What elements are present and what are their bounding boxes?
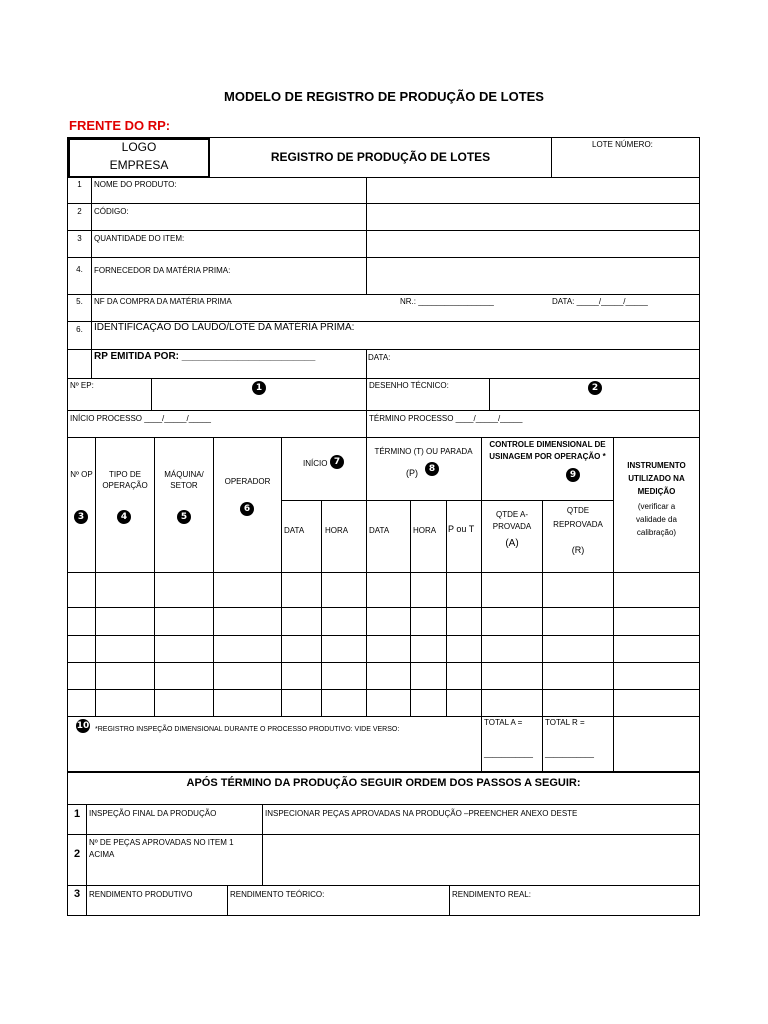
marker-3-icon: 3 — [74, 510, 88, 524]
sub-header-aprovada-letter: (A) — [505, 538, 519, 549]
sub-header-data: DATA — [369, 526, 390, 535]
desenho-tecnico-label: DESENHO TÉCNICO: — [369, 381, 449, 390]
row-label-nf-compra: NF DA COMPRA DA MATÉRIA PRIMA — [94, 297, 232, 306]
row-label-identificacao-laudo: IDENTIFICAÇÃO DO LAUDO/LOTE DA MATÉRIA PRIMA: — [94, 322, 355, 333]
marker-8-icon: 8 — [425, 462, 439, 476]
sub-header-reprovada-letter: (R) — [571, 545, 585, 555]
document-title: MODELO DE REGISTRO DE PRODUÇÃO DE LOTES — [224, 89, 544, 104]
section-label: FRENTE DO RP: — [69, 118, 171, 133]
marker-9-icon: 9 — [566, 468, 580, 482]
sub-header-qtde-aprovada: QTDE A-PROVADA — [492, 510, 532, 531]
logo-line2: EMPRESA — [109, 158, 169, 172]
col-header-termino-parada: TÉRMINO (T) OU PARADA — [374, 447, 473, 456]
marker-1-icon: 1 — [252, 381, 266, 395]
row-num: 4. — [76, 265, 83, 274]
row-label-fornecedor: FORNECEDOR DA MATÉRIA PRIMA: — [94, 266, 231, 275]
row-num: 2 — [77, 207, 82, 216]
col-header-operador: OPERADOR — [224, 477, 271, 486]
total-r-label: TOTAL R = — [545, 718, 585, 727]
sub-header-p-ou-t: P ou T — [448, 524, 475, 534]
row-num: 5. — [76, 297, 83, 306]
logo-line1: LOGO — [121, 140, 157, 154]
form-title: REGISTRO DE PRODUÇÃO DE LOTES — [270, 150, 491, 164]
col-header-controle-dimensional: CONTROLE DIMENSIONAL DE USINAGEM POR OPERAÇÃO * — [489, 440, 606, 461]
row-label-nome-produto: NOME DO PRODUTO: — [94, 180, 177, 189]
col-header-nop: Nº OP — [70, 470, 93, 479]
sub-header-data: DATA — [284, 526, 305, 535]
col-header-termino-p: (P) — [406, 468, 418, 478]
row-num: 1 — [77, 180, 82, 189]
marker-4-icon: 4 — [117, 510, 131, 524]
marker-6-icon: 6 — [240, 502, 254, 516]
col-header-instrumento-sub: (verificar a validade da calibração) — [636, 502, 677, 537]
step-desc-inspecionar: INSPECIONAR PEÇAS APROVADAS NA PRODUÇÃO –PREENCHER ANEXO DESTE — [265, 809, 578, 818]
row-num: 3 — [77, 234, 82, 243]
col-header-instrumento: INSTRUMENTO UTILIZADO NA MEDIÇÃO — [627, 461, 686, 496]
step-num: 2 — [73, 848, 81, 860]
marker-2-icon: 2 — [588, 381, 602, 395]
col-header-inicio: INÍCIO — [303, 459, 328, 468]
col-header-maquina-setor: MÁQUINA/ SETOR — [164, 470, 204, 490]
after-production-title: APÓS TÉRMINO DA PRODUÇÃO SEGUIR ORDEM DOS PASSOS A SEGUIR: — [186, 777, 581, 789]
col-header-tipo-operacao: TIPO DE OPERAÇÃO — [102, 470, 148, 490]
row-label-codigo: CÓDIGO: — [94, 207, 129, 216]
total-a-label: TOTAL A = — [484, 718, 523, 727]
ep-label: Nº EP: — [70, 381, 94, 390]
step-desc-rendimento-teorico: RENDIMENTO TEÓRICO: — [230, 890, 325, 899]
rp-emitida-field[interactable]: RP EMITIDA POR: ________________________ — [94, 351, 316, 362]
sub-header-qtde-reprovada: QTDE REPROVADA — [553, 506, 603, 529]
step-label-pecas-aprovadas: Nº DE PEÇAS APROVADAS NO ITEM 1 ACIMA — [89, 838, 234, 859]
marker-5-icon: 5 — [177, 510, 191, 524]
total-a-line[interactable]: ___________ — [484, 749, 533, 758]
lote-numero-label: LOTE NÚMERO: — [592, 140, 653, 149]
sub-header-hora: HORA — [413, 526, 437, 535]
termino-processo-field[interactable]: TÉRMINO PROCESSO ____/_____/_____ — [369, 414, 523, 423]
step-num: 1 — [73, 808, 81, 820]
sub-header-hora: HORA — [325, 526, 349, 535]
step-desc-rendimento-real: RENDIMENTO REAL: — [452, 890, 531, 899]
step-num: 3 — [73, 888, 81, 900]
rp-data-label: DATA: — [368, 353, 391, 362]
marker-10-icon: 10 — [76, 721, 90, 731]
step-label-rendimento-produtivo: RENDIMENTO PRODUTIVO — [89, 890, 193, 899]
row-label-quantidade: QUANTIDADE DO ITEM: — [94, 234, 185, 243]
nf-nr-field[interactable]: NR.: _________________ — [400, 297, 494, 306]
nf-data-field[interactable]: DATA: _____/_____/_____ — [552, 297, 648, 306]
inicio-processo-field[interactable]: INÍCIO PROCESSO ____/_____/_____ — [70, 414, 211, 423]
row-num: 6. — [76, 325, 83, 334]
footnote-text: *REGISTRO INSPEÇÃO DIMENSIONAL DURANTE O PROCESSO PRODUTIVO: VIDE VERSO: — [95, 726, 400, 733]
step-label-inspecao-final: INSPEÇÃO FINAL DA PRODUÇÃO — [89, 809, 217, 818]
marker-7-icon: 7 — [330, 455, 344, 469]
total-r-line[interactable]: ___________ — [545, 749, 594, 758]
